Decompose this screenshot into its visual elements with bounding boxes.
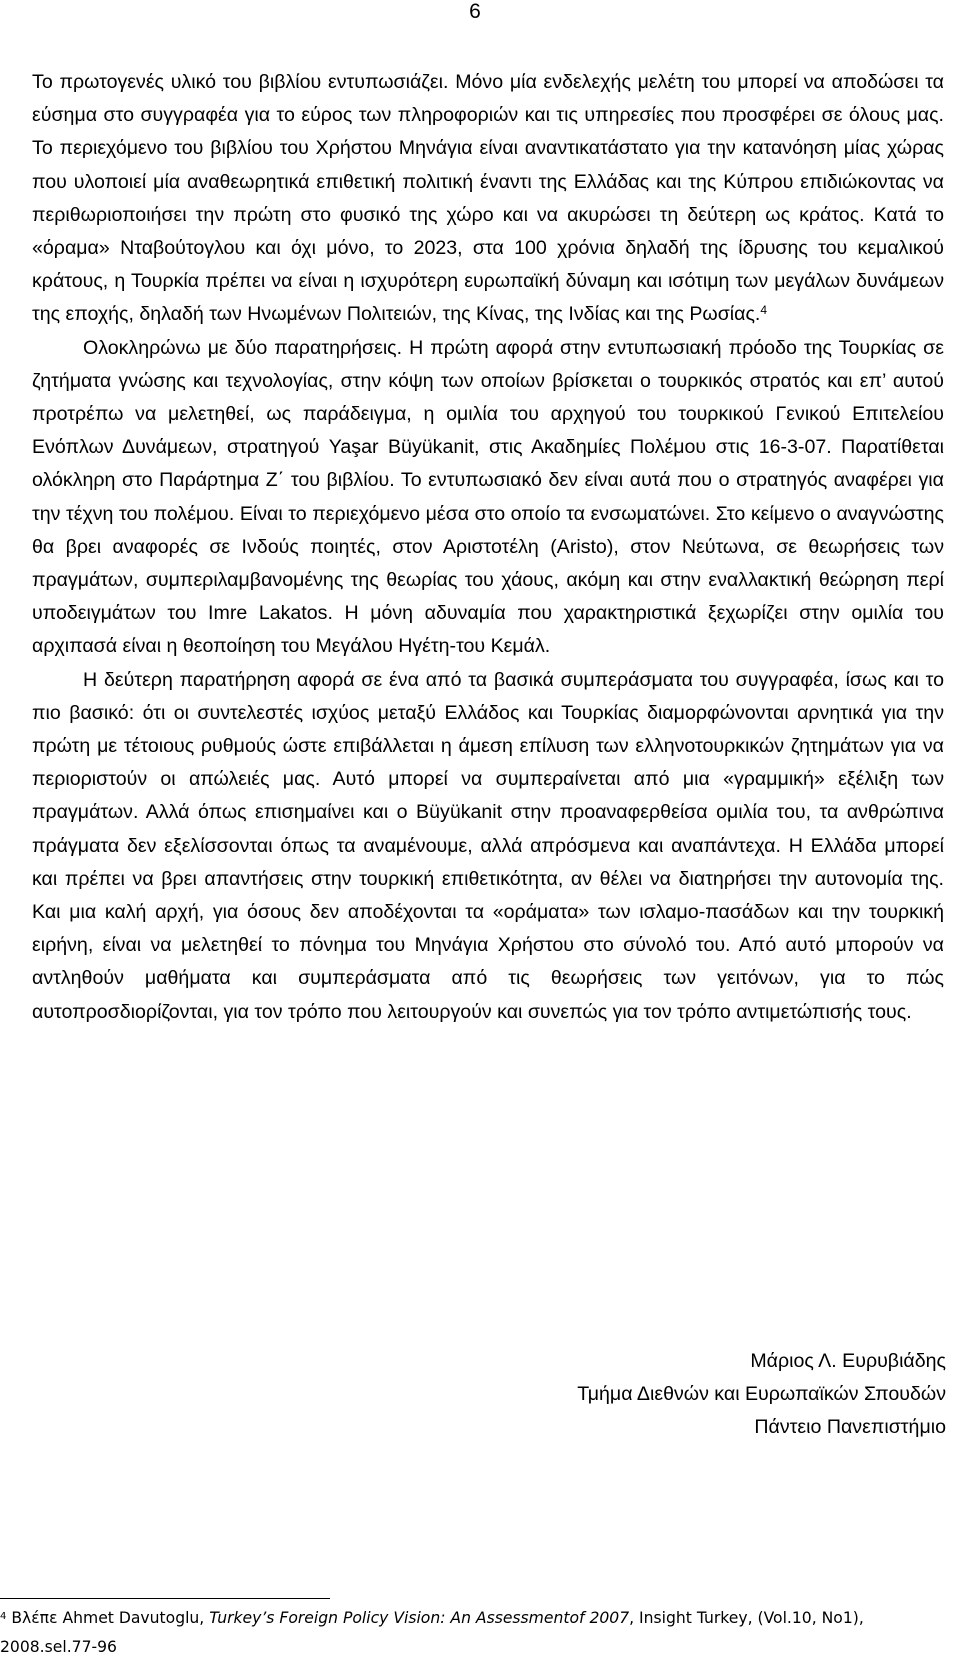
signature-department: Τμήμα Διεθνών και Ευρωπαϊκών Σπουδών — [577, 1383, 946, 1406]
footnote-prefix: Βλέπε Ahmet Davutoglu, — [6, 1609, 210, 1627]
footnote-mark: 4 — [0, 1611, 7, 1622]
signature-block — [577, 1345, 946, 1445]
footnote-reference: 4 — [760, 303, 768, 318]
body-text — [32, 66, 944, 1029]
signature-name: Μάριος Λ. Ευρυβιάδης — [750, 1350, 946, 1372]
page-number: 6 — [469, 0, 481, 23]
footnote — [0, 1604, 955, 1662]
paragraph-3-text: Η δεύτερη παρατήρηση αφορά σε ένα από τα βασικά συμπεράσματα του συγγραφέα, ίσως και το πιο βασικό: ότι οι συντελεστές ισχύος μεταξύ Ελλάδος και Τουρκίας διαμορφώνονται αρνητικά για την πρώτη με τέτοιους ρυθμούς ώστε επιβάλλεται η άμεση επίλυση των ελληνοτουρκικών ζητημάτων για να περιοριστούν οι απώλειές μας. Αυτό μπορεί να συμπεραίνεται από μια «γραμμική» εξέλιξη των πραγμάτων. Αλλά όπως επισημαίνει και ο Büyükanit στην προαναφερθείσα ομιλία του, τα ανθρώπινα πράγματα δεν εξελίσσονται όπως τα αναμένουμε, αλλά απρόσμενα και αναπάντεχα. Η Ελλάδα μπορεί και πρέπει να βρει απαντήσεις στην τουρκική επιθετικότητα, αν θέλει να διατηρήσει την αυτονομία της. Και μια καλή αρχή, για όσους δεν αποδέχονται τα «οράματα» των ισλαμο-πασάδων και την τουρκική ειρήνη, είναι να μελετηθεί το πόνημα του Μηνάγια Χρήστου στο σύνολό του. Από αυτό μπορούν να αντληθούν μαθήματα και συμπεράσματα από τις θεωρήσεις των γειτόνων, για το πώς αυτοπροσδιορίζονται, για τον τρόπο που λειτουργούν και συνεπώς για τον τρόπο αντιμετώπισής τους. — [32, 668, 944, 1023]
footnote-suffix: , Insight Turkey, (Vol.10, No1), 2008.sel.77-96 — [0, 1609, 864, 1656]
paragraph-1-text: Το πρωτογενές υλικό του βιβλίου εντυπωσιάζει. Μόνο μία ενδελεχής μελέτη του μπορεί να αποδώσει τα εύσημα στο συγγραφέα για το εύρος των πληροφοριών και τις υπηρεσίες που προσφέρει σε όλους μας. Το περιεχόμενο του βιβλίου του Χρήστου Μηνάγια είναι αναντικατάστατο για την κατανόηση μίας χώρας που υλοποιεί μία αναθεωρητικά επιθετική πολιτική έναντι της Ελλάδας και της Κύπρου επιδιώκοντας να περιθωριοποιήσει την πρώτη στο φυσικό της χώρο και να ακυρώσει τη δεύτερη ως κράτος. Κατά το «όραμα» Νταβούτογλου και όχι μόνο, το 2023, στα 100 χρόνια δηλαδή της ίδρυσης του κεμαλικού κράτους, η Τουρκία πρέπει να είναι η ισχυρότερη ευρωπαϊκή δύναμη και ισότιμη των μεγάλων δυνάμεων της εποχής, δηλαδή των Ηνωμένων Πολιτειών, της Κίνας, της Ινδίας και της Ρωσίας. — [32, 71, 944, 326]
paragraph-2 — [32, 332, 944, 664]
signature-university: Πάντειο Πανεπιστήμιο — [754, 1416, 946, 1439]
paragraph-2-text: Ολοκληρώνω με δύο παρατηρήσεις. Η πρώτη αφορά στην εντυπωσιακή πρόοδο της Τουρκίας σε ζητήματα γνώσης και τεχνολογίας, στην κόψη των οποίων βρίσκεται ο τουρκικός στρατός και επ’ αυτού προτρέπω να μελετηθεί, ως παράδειγμα, η ομιλία του αρχηγού του τουρκικού Γενικού Επιτελείου Ενόπλων Δυνάμεων, στρατηγού Yaşar Büyükanit, στις Ακαδημίες Πολέμου στις 16-3-07. Παρατίθεται ολόκληρη στο Παράρτημα Ζ΄ του βιβλίου. Το εντυπωσιακό δεν είναι αυτά που ο στρατηγός αναφέρει για την τέχνη του πολέμου. Είναι το περιεχόμενο μέσα στο οποίο τα ενσωματώνει. Στο κείμενο ο αναγνώστης θα βρει αναφορές σε Ινδούς ποιητές, στον Αριστοτέλη (Aristo), στον Νεύτωνα, σε θεωρήσεις των πραγμάτων, συμπεριλαμβανομένης της θεωρίας του χάους, ακόμη και στην εναλλακτική θεώρηση περί υποδειγμάτων του Imre Lakatos. Η μόνη αδυναμία που χαρακτηριστικά ξεχωρίζει στην ομιλία του αρχιπασά είναι η θεοποίηση του Μεγάλου Ηγέτη-του Κεμάλ. — [32, 336, 944, 658]
paragraph-1 — [32, 66, 944, 332]
footnote-title: Turkey’s Foreign Policy Vision: An Assessmentof 2007 — [209, 1609, 630, 1627]
paragraph-3 — [32, 664, 944, 1029]
footnote-separator — [0, 1598, 330, 1599]
